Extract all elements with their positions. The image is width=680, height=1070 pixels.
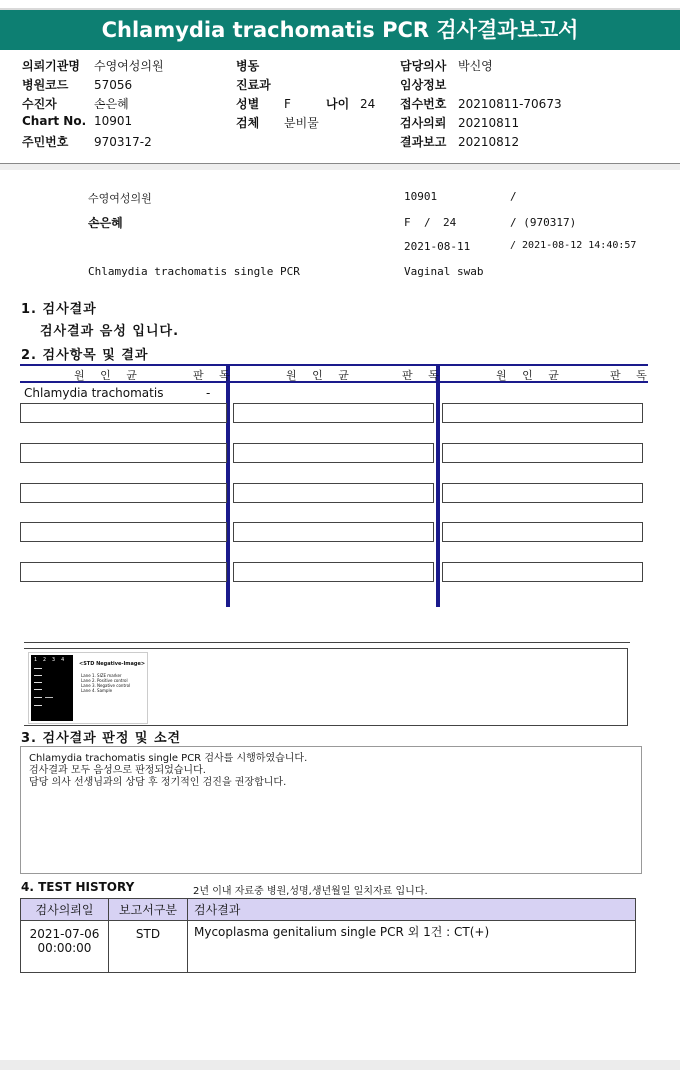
header-value: 20210811 bbox=[458, 116, 520, 130]
header-label: 주민번호 bbox=[22, 135, 69, 149]
col-header-judge: 판 독 bbox=[193, 369, 236, 382]
gel-legend-2: Lane 2. Positive control bbox=[81, 678, 128, 683]
opinion-line: 검사결과 모두 음성으로 판정되었습니다. bbox=[29, 765, 206, 776]
section-4-note: 2년 이내 자료중 병원,성명,생년월일 일치자료 입니다. bbox=[193, 886, 428, 897]
info-patient: 손은혜 bbox=[88, 216, 123, 230]
gel-band bbox=[34, 675, 42, 676]
gel-legend-1: Lane 1. SIZE marker bbox=[81, 673, 122, 678]
result-cell bbox=[20, 522, 227, 542]
result-cell bbox=[233, 443, 434, 463]
history-col-type: 보고서구분 bbox=[109, 899, 188, 921]
header-label: 진료과 bbox=[236, 78, 271, 92]
history-table bbox=[20, 898, 636, 973]
history-date-cell bbox=[21, 921, 109, 973]
header-row bbox=[22, 57, 222, 76]
gel-image bbox=[28, 652, 148, 724]
result-cell bbox=[20, 562, 227, 582]
info-specimen: Vaginal swab bbox=[404, 265, 484, 278]
header-label: 접수번호 bbox=[400, 97, 447, 111]
col-header-pathogen: 원 인 균 bbox=[286, 369, 355, 382]
header-value: 24 bbox=[360, 97, 376, 111]
header-label: Chart No. bbox=[22, 114, 87, 128]
history-col-date: 검사의뢰일 bbox=[21, 899, 109, 921]
report-title: Chlamydia trachomatis PCR 검사결과보고서 bbox=[0, 8, 680, 50]
header-row bbox=[22, 95, 222, 114]
section-1-title: 1. 검사결과 bbox=[21, 302, 97, 317]
gel-band bbox=[34, 682, 42, 683]
header-value: 970317-2 bbox=[94, 135, 152, 149]
result-cell bbox=[233, 562, 434, 582]
info-separator: / bbox=[424, 216, 431, 229]
result-value: - bbox=[206, 386, 211, 400]
gel-band bbox=[34, 689, 42, 690]
result-cell bbox=[442, 522, 643, 542]
result-cell bbox=[20, 443, 227, 463]
opinion-line: 담당 의사 선생님과의 상담 후 정기적인 검진을 권장합니다. bbox=[29, 777, 287, 788]
header-value: 20210811-70673 bbox=[458, 97, 562, 111]
header-label: 임상정보 bbox=[400, 78, 447, 92]
history-col-result: 검사결과 bbox=[188, 899, 636, 921]
header-value: 박신영 bbox=[458, 59, 493, 73]
info-chart: 10901 bbox=[404, 190, 438, 203]
opinion-line: Chlamydia trachomatis single PCR 검사를 시행하였습니다. bbox=[29, 753, 308, 764]
info-test-name: Chlamydia trachomatis single PCR bbox=[88, 265, 300, 278]
result-cell bbox=[20, 403, 227, 423]
header-label: 검체 bbox=[236, 116, 260, 130]
result-cell bbox=[233, 403, 434, 423]
info-report-datetime: / 2021-08-12 14:40:57 bbox=[510, 240, 637, 251]
header-col-2 bbox=[236, 57, 386, 133]
header-value: 20210812 bbox=[458, 135, 520, 149]
header-row bbox=[22, 114, 222, 133]
gel-lanes-panel bbox=[31, 655, 73, 721]
header-label: 검사의뢰 bbox=[400, 116, 447, 130]
history-row bbox=[21, 921, 636, 973]
section-2-title: 2. 검사항목 및 결과 bbox=[21, 348, 149, 363]
gel-band bbox=[34, 668, 42, 669]
gel-band bbox=[34, 705, 42, 706]
info-request-date: 2021-08-11 bbox=[404, 240, 471, 253]
header-value: F bbox=[284, 97, 291, 111]
header-col-1 bbox=[22, 57, 222, 152]
col-header-pathogen: 원 인 균 bbox=[74, 369, 143, 382]
col-header-judge: 판 독 bbox=[402, 369, 445, 382]
header-label: 수진자 bbox=[22, 97, 57, 111]
result-cell bbox=[20, 483, 227, 503]
gel-lane-labels: 1 2 3 4 bbox=[34, 657, 65, 663]
section-1-text: 검사결과 음성 입니다. bbox=[40, 324, 180, 339]
header-label: 나이 bbox=[326, 97, 350, 111]
header-label: 병원코드 bbox=[22, 78, 69, 92]
column-divider bbox=[436, 364, 440, 607]
header-row bbox=[236, 57, 386, 76]
history-date: 2021-07-06 bbox=[29, 927, 100, 941]
section-3-title: 3. 검사결과 판정 및 소견 bbox=[21, 731, 182, 746]
header-row bbox=[400, 133, 670, 152]
result-cell bbox=[442, 403, 643, 423]
history-result: Mycoplasma genitalium single PCR 외 1건 : CT(+) bbox=[188, 921, 636, 973]
info-clinic: 수영여성의원 bbox=[88, 192, 152, 205]
result-cell bbox=[233, 522, 434, 542]
gel-title: <STD Negative-Image> bbox=[79, 661, 146, 667]
header-value: 손은혜 bbox=[94, 97, 129, 111]
header-gap bbox=[0, 164, 680, 170]
info-age: 24 bbox=[443, 216, 457, 229]
result-cell bbox=[442, 562, 643, 582]
header-row bbox=[22, 133, 222, 152]
header-label: 성별 bbox=[236, 97, 260, 111]
header-row bbox=[400, 76, 670, 95]
gel-band bbox=[45, 697, 53, 698]
header-label: 의뢰기관명 bbox=[22, 59, 80, 73]
gel-legend-4: Lane 4. Sample bbox=[81, 688, 113, 693]
result-pathogen-name: Chlamydia trachomatis bbox=[24, 386, 164, 400]
result-cell bbox=[233, 483, 434, 503]
header-row bbox=[236, 114, 386, 133]
header-row bbox=[22, 76, 222, 95]
header-row bbox=[236, 76, 386, 95]
gel-band bbox=[34, 697, 42, 698]
header-row bbox=[400, 95, 670, 114]
header-label: 담당의사 bbox=[400, 59, 447, 73]
header-value: 10901 bbox=[94, 114, 133, 128]
header-col-3 bbox=[400, 57, 670, 152]
header-row bbox=[400, 114, 670, 133]
info-slash: / bbox=[510, 190, 517, 203]
col-header-pathogen: 원 인 균 bbox=[496, 369, 565, 382]
info-birth: / (970317) bbox=[510, 216, 577, 229]
gel-frame-rule bbox=[24, 642, 630, 643]
header-value: 분비물 bbox=[284, 116, 319, 130]
col-header-judge: 판 독 bbox=[610, 369, 653, 382]
header-label: 병동 bbox=[236, 59, 260, 73]
header-value: 57056 bbox=[94, 78, 133, 92]
history-type: STD bbox=[109, 921, 188, 973]
header-row bbox=[400, 57, 670, 76]
history-header-row bbox=[21, 899, 636, 921]
footer-bar bbox=[0, 1060, 680, 1070]
header-row bbox=[236, 95, 386, 114]
info-sex: F bbox=[404, 216, 411, 229]
header-label: 결과보고 bbox=[400, 135, 447, 149]
history-time: 00:00:00 bbox=[37, 941, 92, 955]
section-4-title: 4. TEST HISTORY bbox=[21, 880, 135, 894]
opinion-box bbox=[20, 746, 642, 874]
result-cell bbox=[442, 443, 643, 463]
result-cell bbox=[442, 483, 643, 503]
gel-legend-3: Lane 3. Negative control bbox=[81, 683, 131, 688]
header-value: 수영여성의원 bbox=[94, 59, 164, 73]
table-top-rule bbox=[20, 364, 648, 366]
